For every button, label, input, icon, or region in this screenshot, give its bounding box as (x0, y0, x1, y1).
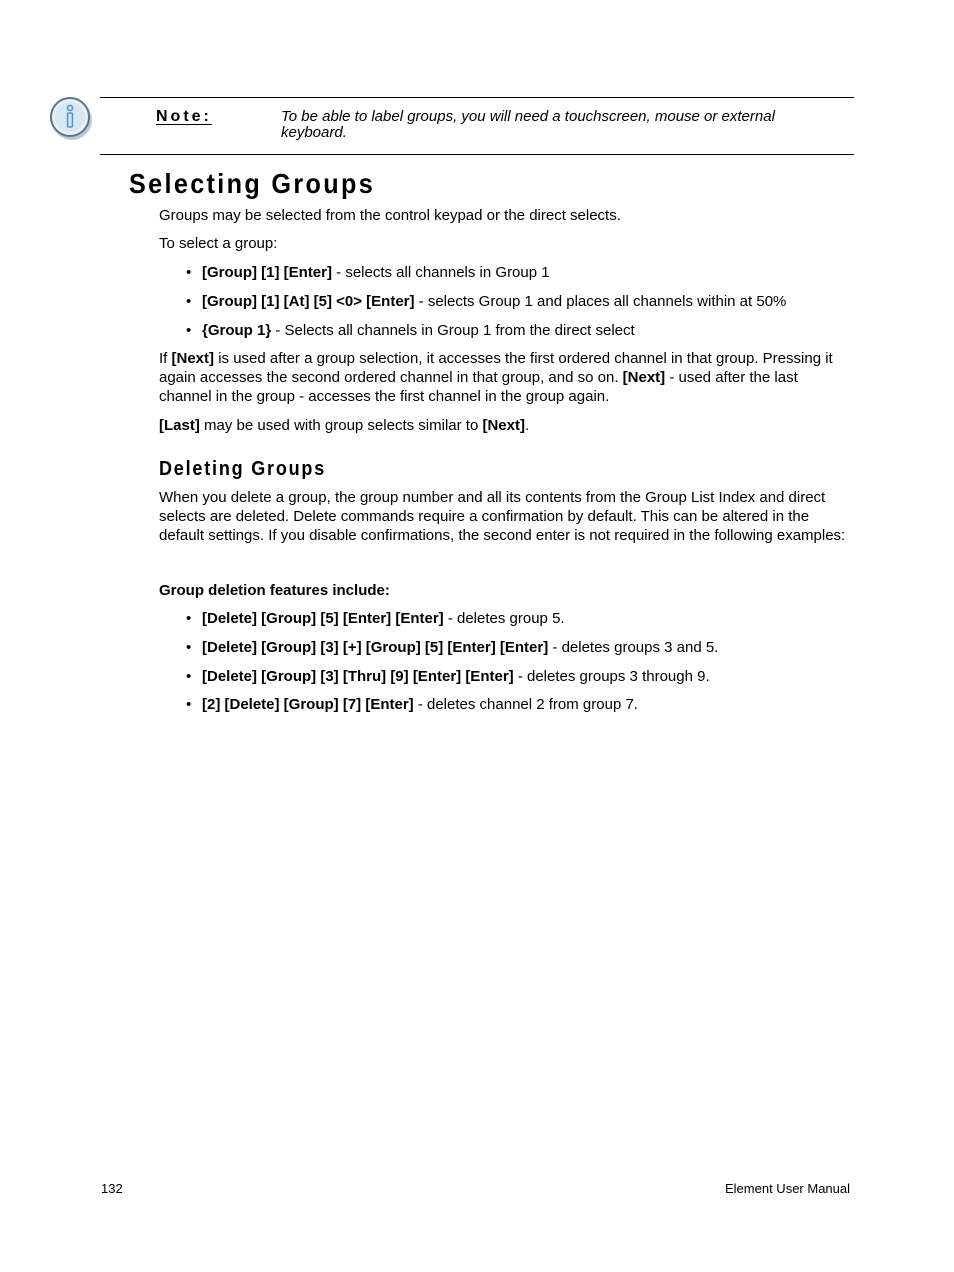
list-item (186, 695, 638, 714)
bullet-icon: • (186, 639, 192, 656)
bullet-icon: • (186, 264, 192, 281)
command-text: [Group] [1] [At] [5] <0> [Enter] (202, 293, 415, 310)
command-description: - selects Group 1 and places all channels within at 50% (414, 293, 787, 310)
list-item (186, 638, 718, 657)
list-item (186, 667, 710, 686)
text-run: If (159, 350, 172, 367)
note-label: Note: (156, 108, 212, 125)
command-text: [Delete] [Group] [3] [Thru] [9] [Enter] [Enter] (202, 668, 514, 685)
list-item (186, 292, 786, 311)
section-title-deleting-groups: Deleting Groups (159, 458, 327, 480)
section-title-selecting-groups: Selecting Groups (129, 168, 376, 199)
deleting-intro: When you delete a group, the group number and all its contents from the Group List Index and direct selects are deleted. Delete commands require a confirmation by default. This can be altered in the default settings. If you disable confirmations, the second enter is not required in the following examples: (159, 489, 846, 545)
features-heading: Group deletion features include: (159, 582, 390, 599)
text-run: is used after a group selection, it accesses the first ordered channel in that group. Pressing it again accesses the second ordered channel in that group, and so on. (159, 350, 833, 387)
bullet-icon: • (186, 610, 192, 627)
note-text: To be able to label groups, you will need a touchscreen, mouse or external keyboard. (281, 108, 775, 141)
selecting-intro: Groups may be selected from the control keypad or the direct selects. (159, 207, 621, 224)
note-bottom-rule (100, 154, 854, 155)
text-run: may be used with group selects similar to (199, 417, 483, 434)
command-description: - deletes groups 3 and 5. (548, 639, 719, 656)
command-description: - deletes groups 3 through 9. (513, 668, 710, 685)
next-paragraph (159, 349, 853, 407)
command-description: - deletes group 5. (443, 610, 565, 627)
bullet-icon: • (186, 322, 192, 339)
selecting-lead: To select a group: (159, 235, 278, 252)
text-run: - used after the last channel in the group - accesses the first channel in the group again. (159, 369, 798, 406)
note-top-rule (100, 97, 854, 98)
command-description: - selects all channels in Group 1 (331, 264, 550, 281)
command-text: [Delete] [Group] [3] [+] [Group] [5] [Enter] [Enter] (202, 639, 549, 656)
bullet-icon: • (186, 293, 192, 310)
key-next: [Next] (622, 369, 666, 387)
key-last: [Last] (159, 417, 200, 434)
command-description: - deletes channel 2 from group 7. (413, 696, 638, 713)
command-description: - Selects all channels in Group 1 from the direct select (271, 322, 635, 339)
command-text: [Delete] [Group] [5] [Enter] [Enter] (202, 610, 444, 627)
list-item (186, 321, 635, 340)
bullet-icon: • (186, 696, 192, 713)
command-text: [Group] [1] [Enter] (202, 264, 332, 281)
list-item (186, 609, 565, 628)
page-number: 132 (101, 1181, 123, 1196)
text-run: . (524, 417, 530, 434)
command-text: [2] [Delete] [Group] [7] [Enter] (202, 696, 414, 713)
last-paragraph (159, 416, 859, 435)
key-next: [Next] (171, 350, 215, 367)
manual-title: Element User Manual (725, 1181, 850, 1196)
info-icon (48, 96, 94, 142)
list-item (186, 263, 550, 282)
command-text: {Group 1} (202, 322, 272, 339)
bullet-icon: • (186, 668, 192, 685)
key-next: [Next] (482, 417, 525, 434)
